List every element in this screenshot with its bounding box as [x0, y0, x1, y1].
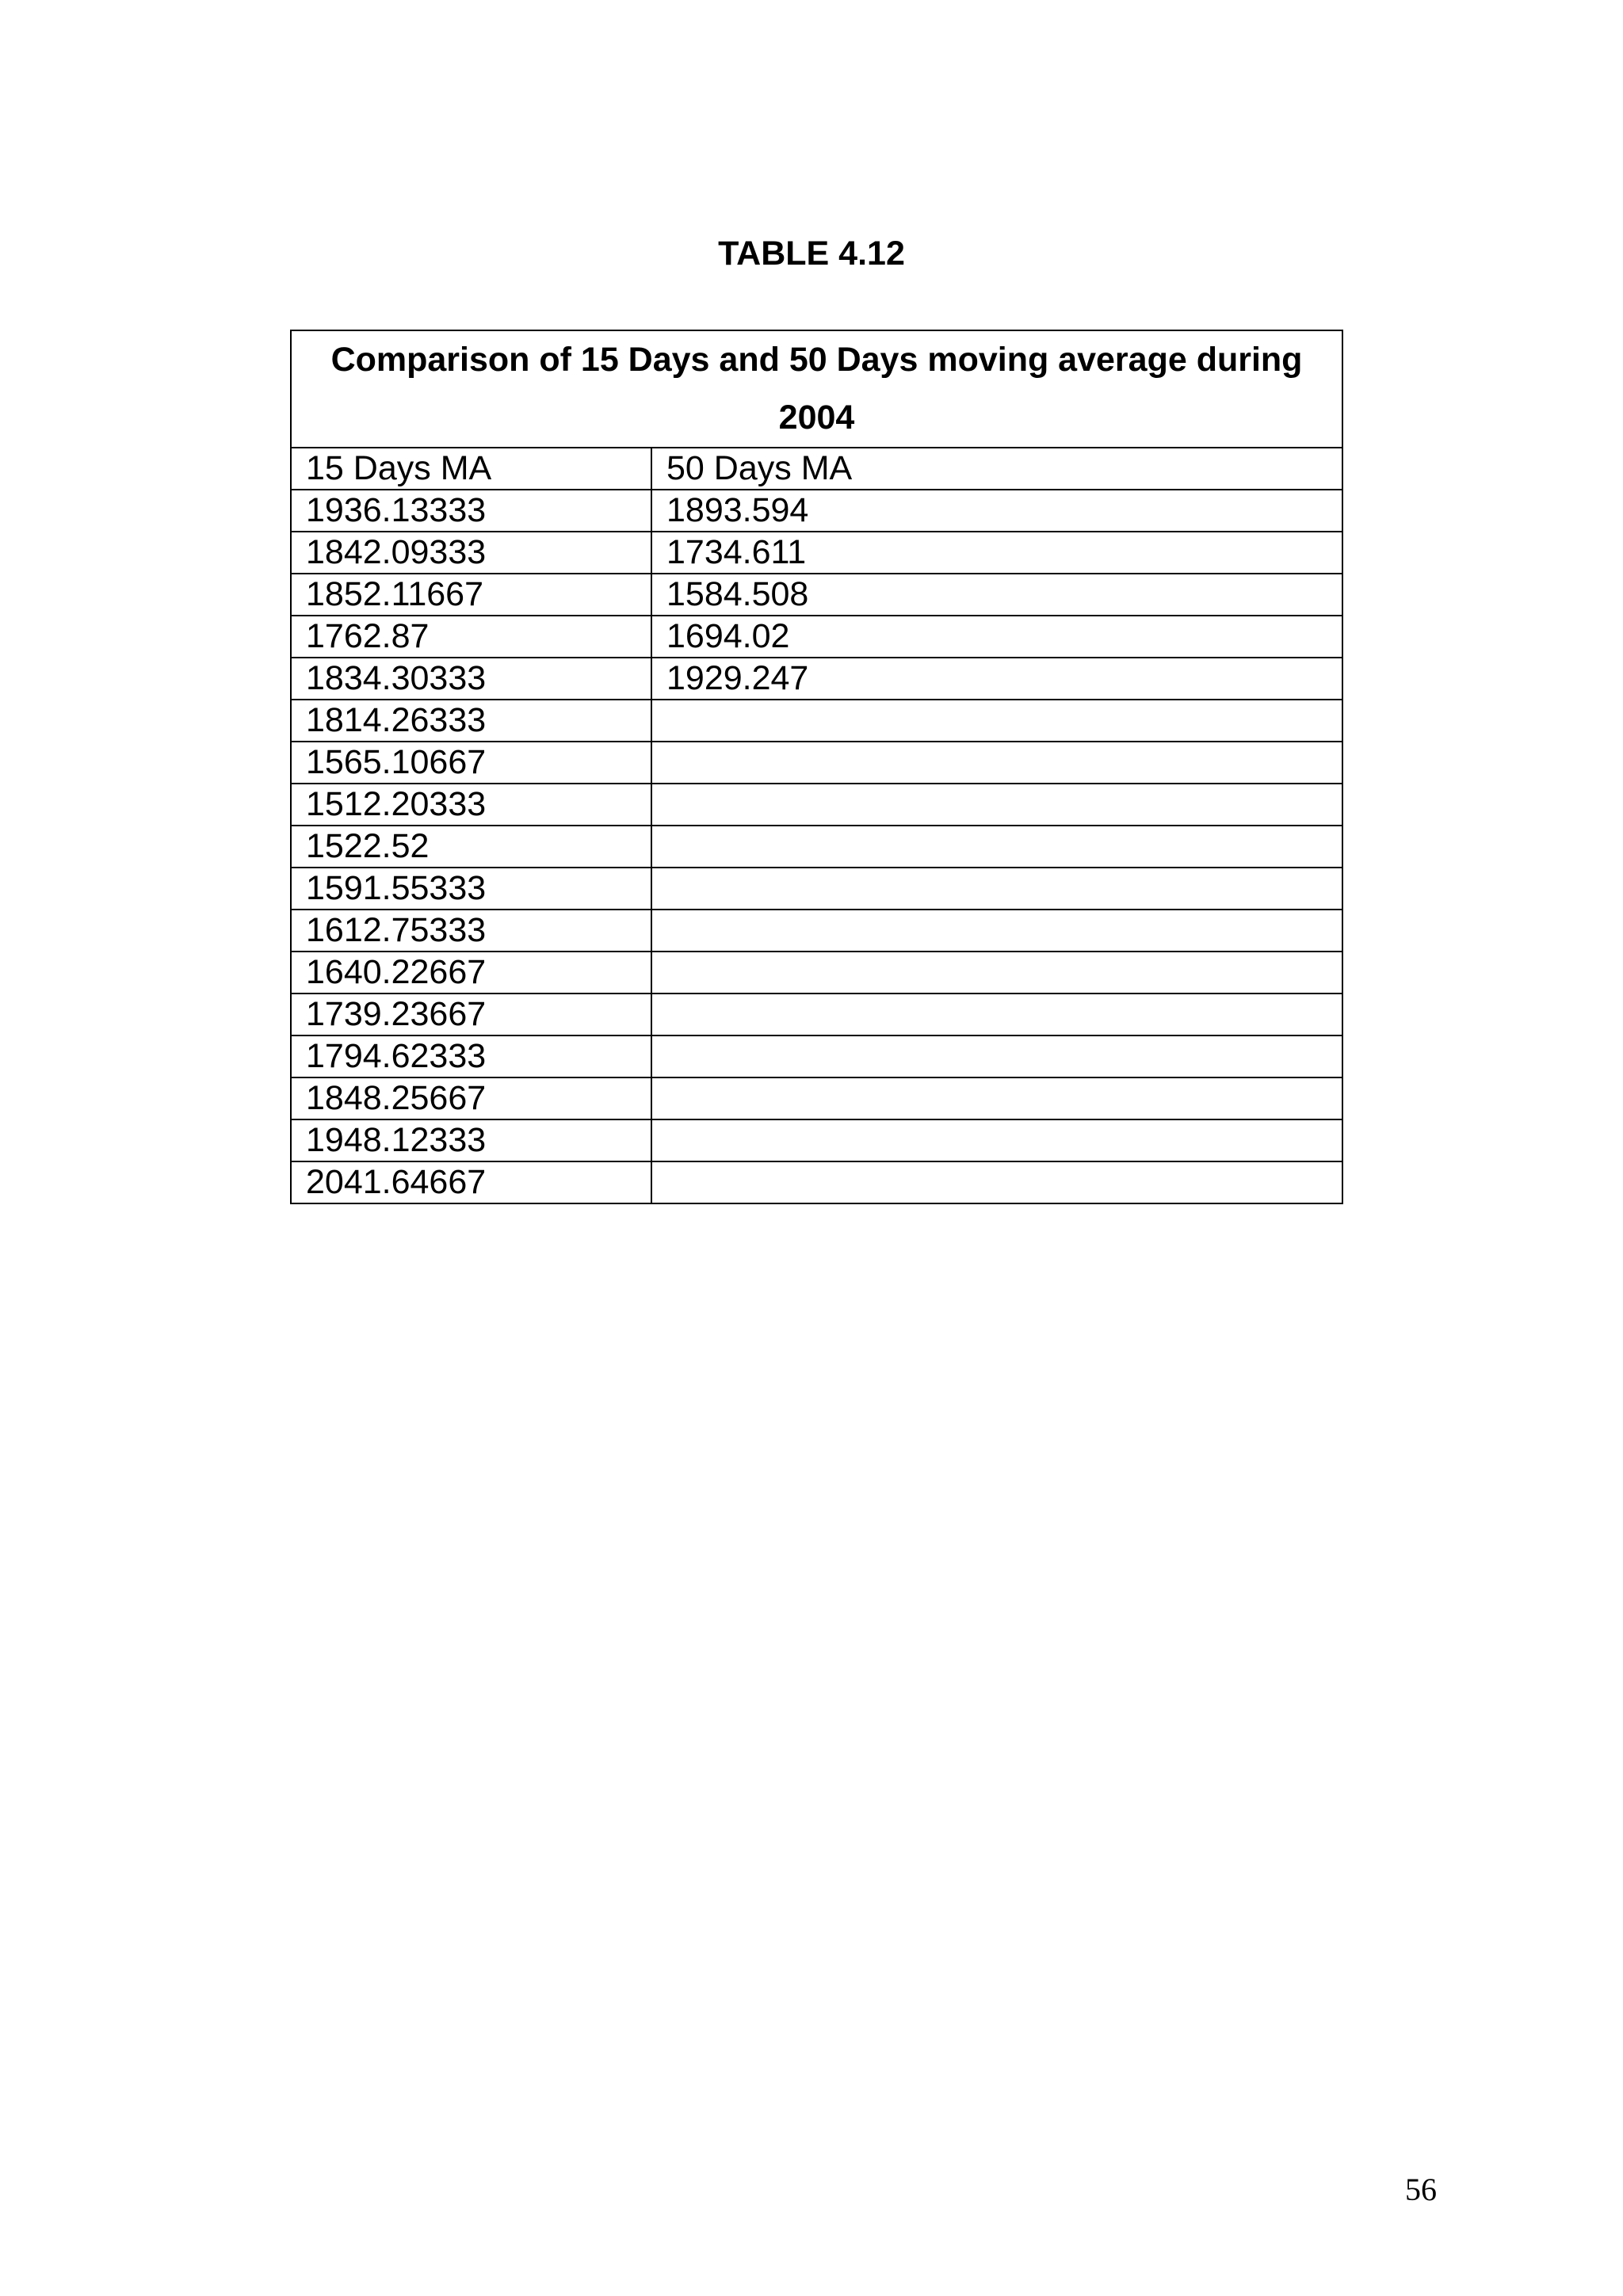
cell-15-days-ma: 1762.87	[291, 616, 651, 658]
cell-15-days-ma: 2041.64667	[291, 1161, 651, 1203]
table-row	[291, 574, 1342, 616]
table-row	[291, 784, 1342, 826]
cell-50-days-ma	[651, 1035, 1342, 1077]
table-row	[291, 868, 1342, 910]
table-row	[291, 490, 1342, 532]
table-row	[291, 1161, 1342, 1203]
table-row	[291, 826, 1342, 868]
cell-50-days-ma	[651, 868, 1342, 910]
cell-50-days-ma: 1893.594	[651, 490, 1342, 532]
cell-15-days-ma: 1936.13333	[291, 490, 651, 532]
cell-15-days-ma: 1814.26333	[291, 700, 651, 742]
page-number: 56	[1405, 2172, 1437, 2207]
cell-15-days-ma: 1842.09333	[291, 532, 651, 574]
cell-50-days-ma: 1734.611	[651, 532, 1342, 574]
table-row	[291, 658, 1342, 700]
cell-15-days-ma: 1640.22667	[291, 952, 651, 994]
cell-50-days-ma	[651, 784, 1342, 826]
table-row	[291, 742, 1342, 784]
cell-15-days-ma: 1522.52	[291, 826, 651, 868]
cell-15-days-ma: 1834.30333	[291, 658, 651, 700]
cell-50-days-ma	[651, 952, 1342, 994]
table-number: TABLE 4.12	[718, 235, 905, 273]
cell-15-days-ma: 1848.25667	[291, 1077, 651, 1119]
column-header-15-days-ma: 15 Days MA	[291, 448, 651, 490]
cell-50-days-ma	[651, 1119, 1342, 1161]
cell-50-days-ma	[651, 742, 1342, 784]
table-caption: Comparison of 15 Days and 50 Days moving average during 2004	[291, 330, 1342, 448]
cell-50-days-ma: 1694.02	[651, 616, 1342, 658]
cell-50-days-ma	[651, 826, 1342, 868]
cell-15-days-ma: 1591.55333	[291, 868, 651, 910]
cell-50-days-ma	[651, 910, 1342, 952]
cell-50-days-ma	[651, 994, 1342, 1035]
table-row	[291, 700, 1342, 742]
moving-average-table	[290, 330, 1343, 1204]
cell-15-days-ma: 1852.11667	[291, 574, 651, 616]
cell-15-days-ma: 1565.10667	[291, 742, 651, 784]
header-row	[291, 448, 1342, 490]
cell-50-days-ma: 1929.247	[651, 658, 1342, 700]
table-row	[291, 1119, 1342, 1161]
caption-row	[291, 330, 1342, 448]
table-row	[291, 1077, 1342, 1119]
table-row	[291, 994, 1342, 1035]
table-row	[291, 1035, 1342, 1077]
table-row	[291, 616, 1342, 658]
cell-15-days-ma: 1794.62333	[291, 1035, 651, 1077]
column-header-50-days-ma: 50 Days MA	[651, 448, 1342, 490]
cell-50-days-ma	[651, 700, 1342, 742]
table-row	[291, 952, 1342, 994]
cell-15-days-ma: 1612.75333	[291, 910, 651, 952]
cell-15-days-ma: 1948.12333	[291, 1119, 651, 1161]
table-row	[291, 910, 1342, 952]
cell-50-days-ma	[651, 1077, 1342, 1119]
cell-15-days-ma: 1512.20333	[291, 784, 651, 826]
cell-50-days-ma: 1584.508	[651, 574, 1342, 616]
table-body	[291, 490, 1342, 1203]
cell-15-days-ma: 1739.23667	[291, 994, 651, 1035]
table-row	[291, 532, 1342, 574]
cell-50-days-ma	[651, 1161, 1342, 1203]
